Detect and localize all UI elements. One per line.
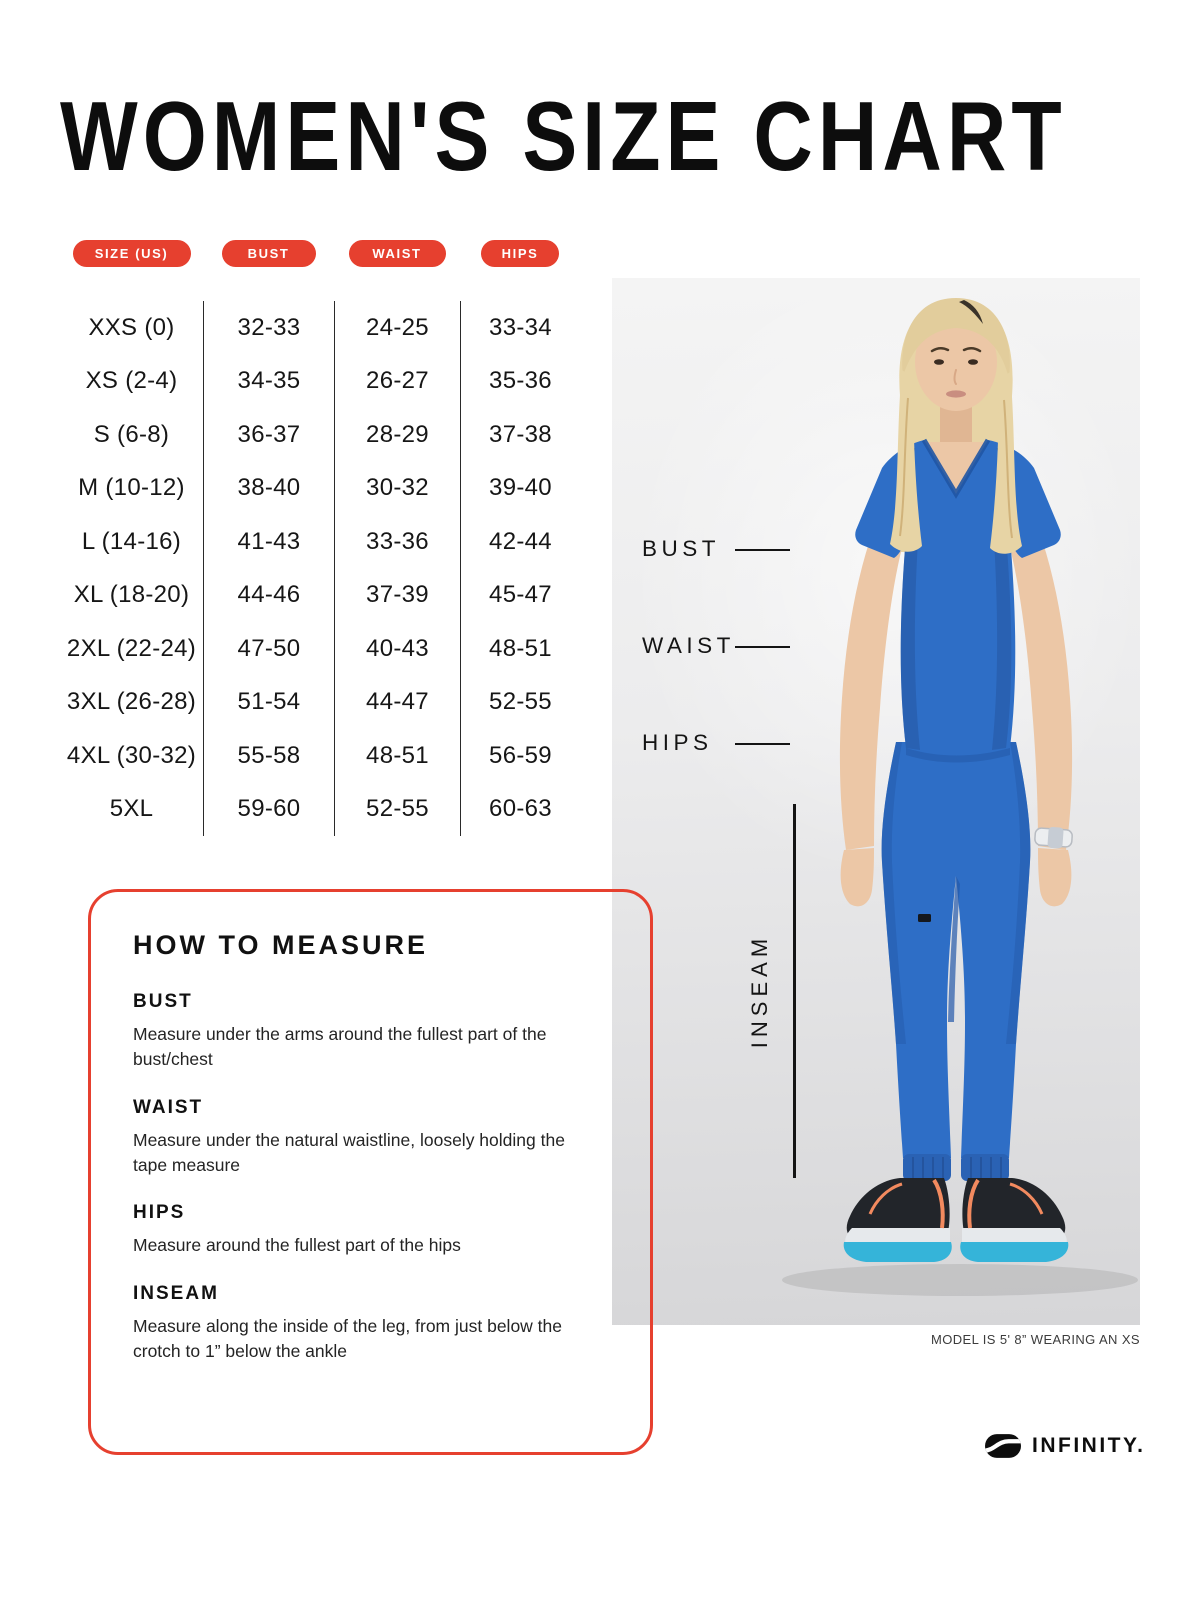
model-caption: MODEL IS 5' 8” WEARING AN XS bbox=[931, 1332, 1140, 1347]
page-title: WOMEN'S SIZE CHART bbox=[60, 81, 1067, 191]
bust-cell: 47-50 bbox=[203, 622, 334, 676]
waist-cell: 52-55 bbox=[334, 783, 460, 837]
watch bbox=[1034, 826, 1072, 850]
bust-cell: 36-37 bbox=[203, 408, 334, 462]
size-cell: 3XL (26-28) bbox=[66, 688, 197, 716]
hips-label-text: HIPS bbox=[642, 730, 713, 755]
size-table bbox=[60, 240, 582, 836]
measure-section-text: Measure along the inside of the leg, from just below the crotch to 1” below the ankle bbox=[133, 1316, 562, 1362]
hips-pointer-line bbox=[735, 743, 790, 745]
inseam-measure-label: INSEAM bbox=[747, 933, 772, 1049]
hips-cell: 37-38 bbox=[460, 408, 580, 462]
measure-section-label: BUST bbox=[133, 991, 193, 1012]
infinity-icon bbox=[985, 1434, 1021, 1458]
bust-cell: 55-58 bbox=[203, 729, 334, 783]
hips-cell: 35-36 bbox=[460, 355, 580, 409]
size-cell: M (10-12) bbox=[78, 474, 185, 502]
hips-cell: 48-51 bbox=[460, 622, 580, 676]
hips-cell: 56-59 bbox=[460, 729, 580, 783]
measure-section-text: Measure around the fullest part of the hips bbox=[133, 1235, 461, 1256]
measure-section-label: WAIST bbox=[133, 1096, 204, 1118]
size-cell: XXS (0) bbox=[88, 313, 175, 341]
bust-cell: 38-40 bbox=[203, 462, 334, 516]
hips-cell: 60-63 bbox=[460, 783, 580, 837]
how-to-measure-box bbox=[88, 889, 653, 1455]
size-table-header bbox=[60, 240, 582, 267]
hips-cell: 33-34 bbox=[460, 301, 580, 355]
size-table-body bbox=[60, 301, 582, 836]
size-cell: XL (18-20) bbox=[73, 581, 190, 609]
bust-measure-label bbox=[642, 536, 790, 562]
size-cell: S (6-8) bbox=[93, 420, 170, 448]
waist-measure-label bbox=[642, 633, 790, 659]
measure-section-label: INSEAM bbox=[133, 1283, 219, 1305]
measure-section-text: Measure under the natural waistline, loosely holding the tape measure bbox=[133, 1129, 565, 1175]
bust-label-text: BUST bbox=[642, 536, 721, 561]
bust-cell: 41-43 bbox=[203, 515, 334, 569]
waist-cell: 33-36 bbox=[334, 515, 460, 569]
header-pill-hips: HIPS bbox=[481, 240, 559, 267]
waist-cell: 37-39 bbox=[334, 569, 460, 623]
bust-cell: 51-54 bbox=[203, 676, 334, 730]
waist-cell: 24-25 bbox=[334, 301, 460, 355]
waist-pointer-line bbox=[735, 646, 790, 648]
waist-label-text: WAIST bbox=[642, 633, 735, 658]
inseam-pointer-line bbox=[793, 804, 796, 1178]
waist-cell: 28-29 bbox=[334, 408, 460, 462]
size-cell: 4XL (30-32) bbox=[66, 741, 197, 769]
header-pill-size: SIZE (US) bbox=[73, 240, 191, 267]
waist-cell: 48-51 bbox=[334, 729, 460, 783]
size-cell: 5XL bbox=[109, 795, 154, 823]
brand-logo bbox=[985, 1434, 1146, 1458]
header-pill-waist: WAIST bbox=[349, 240, 446, 267]
bust-cell: 32-33 bbox=[203, 301, 334, 355]
measure-section-label: HIPS bbox=[133, 1202, 186, 1224]
measure-section-text: Measure under the arms around the fullest part of the bust/chest bbox=[133, 1024, 547, 1069]
hips-cell: 39-40 bbox=[460, 462, 580, 516]
size-cell: XS (2-4) bbox=[85, 367, 178, 395]
model-photo bbox=[612, 278, 1140, 1325]
size-cell: 2XL (22-24) bbox=[66, 634, 197, 662]
bust-pointer-line bbox=[735, 549, 790, 551]
waist-cell: 30-32 bbox=[334, 462, 460, 516]
bust-cell: 44-46 bbox=[203, 569, 334, 623]
brand-wordmark: INFINITY. bbox=[1032, 1434, 1146, 1457]
size-cell: L (14-16) bbox=[81, 527, 182, 555]
hips-cell: 42-44 bbox=[460, 515, 580, 569]
how-to-measure-title: HOW TO MEASURE bbox=[133, 930, 429, 960]
hips-measure-label bbox=[642, 730, 790, 756]
bust-cell: 34-35 bbox=[203, 355, 334, 409]
model-illustration bbox=[612, 278, 1140, 1325]
waist-cell: 44-47 bbox=[334, 676, 460, 730]
waist-cell: 40-43 bbox=[334, 622, 460, 676]
hips-cell: 45-47 bbox=[460, 569, 580, 623]
hips-cell: 52-55 bbox=[460, 676, 580, 730]
waist-cell: 26-27 bbox=[334, 355, 460, 409]
bust-cell: 59-60 bbox=[203, 783, 334, 837]
header-pill-bust: BUST bbox=[222, 240, 316, 267]
